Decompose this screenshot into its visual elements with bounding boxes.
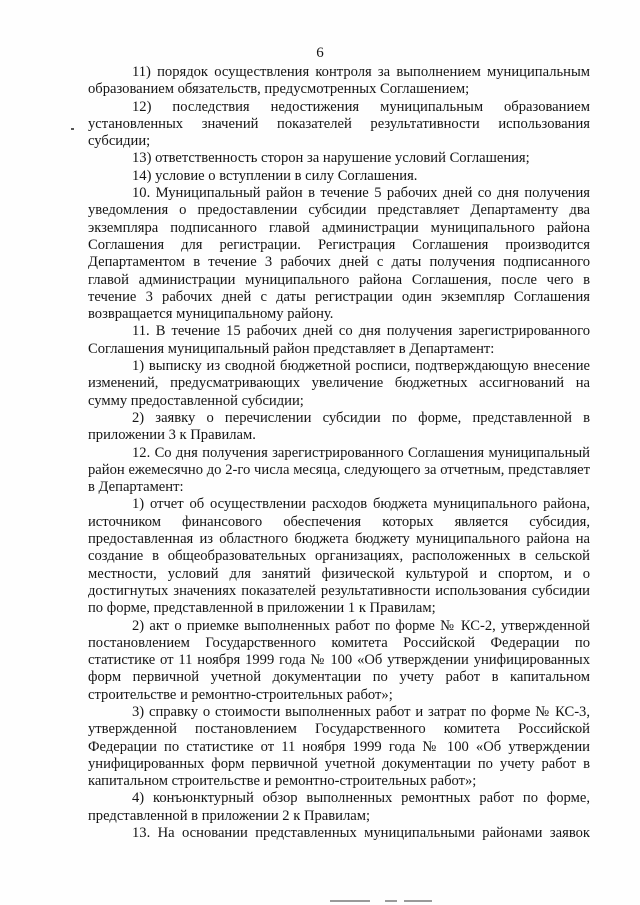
page-number: 6 bbox=[316, 45, 324, 61]
document-body bbox=[88, 64, 590, 842]
paragraph-clause-12-item-4: 4) конъюнктурный обзор выполненных ремонтных работ по форме, представленной в приложении 2 к Правилам; bbox=[88, 790, 590, 824]
paragraph-item-12: 12) последствия недостижения муниципальным образованием установленных значений показателей результативности использования субсидии; bbox=[88, 98, 590, 150]
paragraph-clause-12: 12. Со дня получения зарегистрированного Соглашения муниципальный район ежемесячно до 2-го числа месяца, следующего за отчетным, представляет в Департамент: bbox=[88, 444, 590, 496]
paragraph-clause-12-item-2: 2) акт о приемке выполненных работ по форме № КС-2, утвержденной постановлением Государственного комитета Российской Федерации по статистике от 11 ноября 1999 года № 100 «Об утверждении унифицированных форм первичной учетной документации по учету работ в капитальном строительстве и ремонтно-строительных работ»; bbox=[88, 617, 590, 703]
paragraph-clause-12-item-1: 1) отчет об осуществлении расходов бюджета муниципального района, источником финансового обеспечения которых является субсидия, предоставленная из областного бюджета бюджету муниципального района на создание в общеобразовательных организациях, расположенных в сельской местности, условий для занятий физической культурой и спортом, и о достигнутых значениях показателей результативности использования субсидии по форме, представленной в приложении 1 к Правилам; bbox=[88, 496, 590, 617]
paragraph-clause-11-item-1: 1) выписку из сводной бюджетной росписи, подтверждающую внесение изменений, предусматривающих увеличение бюджетных ассигнований на сумму предоставленной субсидии; bbox=[88, 358, 590, 409]
paragraph-item-14: 14) условие о вступлении в силу Соглашения. bbox=[132, 167, 418, 184]
scan-bottom-edge bbox=[0, 897, 640, 905]
scan-edge-mark bbox=[330, 900, 370, 902]
paragraph-clause-12-item-3: 3) справку о стоимости выполненных работ и затрат по форме № КС-3, утвержденной постановлением Государственного комитета Российской Федерации по статистике от 11 ноября 1999 года № 100 «Об утверждении унифицированных форм первичной учетной документации по учету работ в капитальном строительстве и ремонтно-строительных работ»; bbox=[88, 703, 590, 790]
paragraph-item-11: 11) порядок осуществления контроля за выполнением муниципальным образованием обязательств, предусмотренных Соглашением; bbox=[88, 64, 590, 98]
paragraph-clause-11: 11. В течение 15 рабочих дней со дня получения зарегистрированного Соглашения муниципальный район представляет в Департамент: bbox=[88, 323, 590, 357]
scan-edge-mark bbox=[404, 900, 432, 902]
scan-edge-mark bbox=[385, 900, 397, 902]
paragraph-clause-10: 10. Муниципальный район в течение 5 рабочих дней со дня получения уведомления о предоставлении субсидии представляет Департаменту два экземпляра подписанного главой администрации муниципального района Соглашения для регистрации. Регистрация Соглашения производится Департаментом в течение 3 рабочих дней с даты получения подписанного главой администрации муниципального района Соглашения, после чего в течение 3 рабочих дней с даты регистрации один экземпляр Соглашения возвращается муниципальному району. bbox=[88, 185, 590, 323]
paragraph-item-13: 13) ответственность сторон за нарушение условий Соглашения; bbox=[132, 150, 530, 167]
scan-artifact-mark bbox=[71, 128, 74, 130]
paragraph-clause-13: 13. На основании представленных муниципальными районами заявок bbox=[132, 825, 590, 842]
paragraph-clause-11-item-2: 2) заявку о перечислении субсидии по форме, представленной в приложении 3 к Правилам. bbox=[88, 409, 590, 444]
